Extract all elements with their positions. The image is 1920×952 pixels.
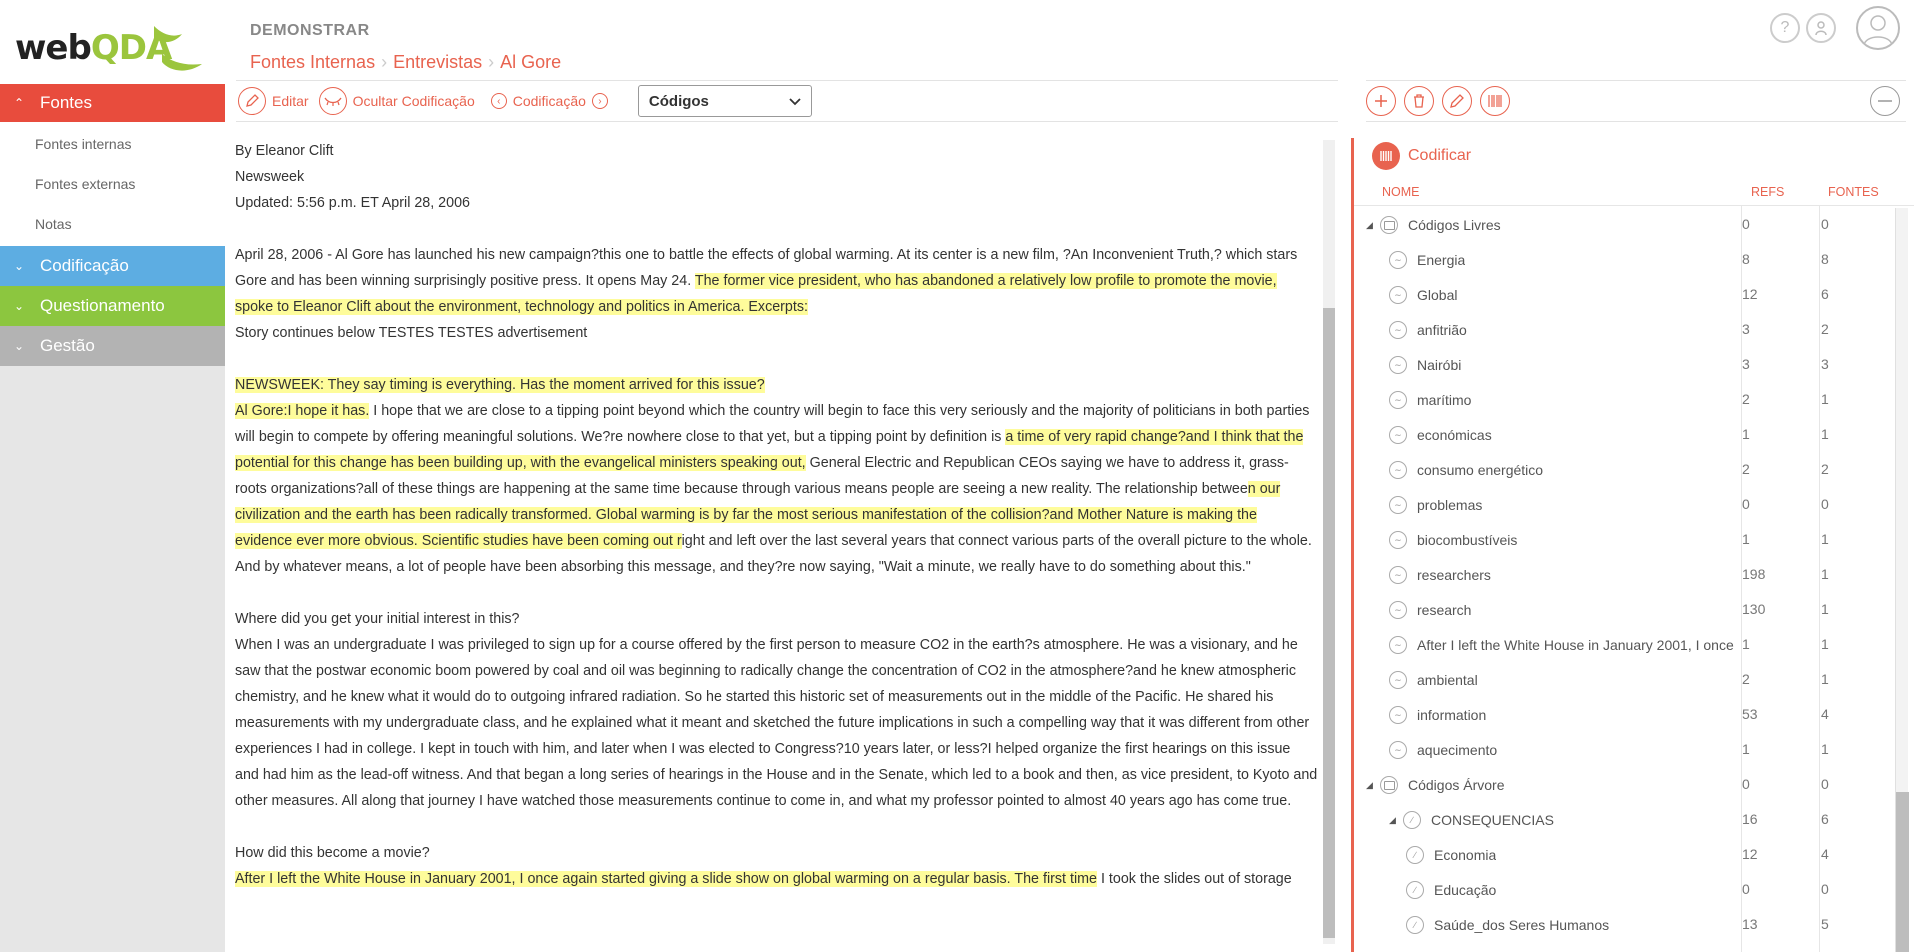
coded-segment[interactable]: NEWSWEEK: They say timing is everything. Has the moment arrived for this issue? [235, 377, 765, 393]
code-fontes: 6 [1821, 811, 1829, 827]
code-fontes: 6 [1821, 286, 1829, 302]
code-name-cell [1389, 251, 1465, 269]
free-code-icon: ∼ [1389, 636, 1407, 654]
code-row[interactable] [1354, 662, 1899, 697]
code-row[interactable] [1354, 522, 1899, 557]
code-fontes: 0 [1821, 776, 1829, 792]
fontes-submenu [0, 122, 225, 246]
code-name-cell [1389, 461, 1543, 479]
folder-icon [1380, 776, 1398, 794]
code-fontes: 1 [1821, 426, 1829, 442]
sidebar [0, 84, 225, 952]
code-row[interactable] [1354, 312, 1899, 347]
nav-fontes[interactable] [0, 84, 225, 122]
code-row[interactable] [1354, 732, 1899, 767]
doc-paragraph [235, 372, 1318, 398]
codes-scrollbar[interactable] [1895, 208, 1908, 952]
doc-paragraph: Story continues below TESTES TESTES advertisement [235, 325, 588, 341]
code-fontes: 0 [1821, 496, 1829, 512]
barcode-icon[interactable] [1480, 86, 1510, 116]
code-row[interactable] [1354, 837, 1899, 872]
code-fontes: 1 [1821, 566, 1829, 582]
code-row[interactable] [1354, 907, 1899, 942]
doc-paragraph [235, 242, 1318, 320]
code-refs: 0 [1742, 776, 1750, 792]
expand-triangle-icon[interactable]: ◢ [1389, 814, 1396, 825]
code-name: Global [1417, 287, 1458, 303]
code-name: CONSEQUENCIAS [1431, 812, 1554, 828]
code-fontes: 1 [1821, 601, 1829, 617]
free-code-icon: ∼ [1389, 461, 1407, 479]
code-name: económicas [1417, 427, 1492, 443]
coding-panel [1351, 138, 1920, 952]
code-name: After I left the White House in January 2001, I once [1417, 637, 1734, 653]
coding-nav-label: Codificação [512, 93, 586, 109]
coded-segment[interactable]: n our civilization and the earth has been radically transformed. Global warming is by far the most serious manifestation of the collision?and Mother Nature is making the evidence ever more obvious. Scientific studies have been coming out r [235, 481, 1281, 549]
code-refs: 130 [1742, 601, 1766, 617]
chevron-up-icon: ⌃ [14, 96, 25, 110]
code-name-cell [1406, 881, 1496, 899]
chevron-down-icon [789, 93, 801, 110]
code-refs: 12 [1742, 286, 1758, 302]
code-fontes: 4 [1821, 846, 1829, 862]
barcode-icon [1372, 142, 1400, 170]
hide-coding-button[interactable] [319, 87, 475, 115]
code-fontes: 1 [1821, 531, 1829, 547]
code-row[interactable] [1354, 417, 1899, 452]
code-row[interactable] [1354, 557, 1899, 592]
code-row[interactable] [1354, 452, 1899, 487]
code-name-cell [1366, 776, 1505, 794]
document-toolbar [236, 80, 1338, 122]
breadcrumb-separator-icon: › [381, 52, 388, 72]
code-refs: 13 [1742, 916, 1758, 932]
code-name: consumo energético [1417, 462, 1544, 478]
doc-updated: Updated: 5:56 p.m. ET April 28, 2006 [235, 195, 470, 211]
add-icon[interactable] [1366, 86, 1396, 116]
nav-gestao[interactable] [0, 326, 225, 366]
code-row[interactable] [1354, 697, 1899, 732]
coded-segment[interactable]: The former vice president, who has abandoned a relatively low profile to promote the movie, spoke to Eleanor Clift about the environment, technology and politics in America. Excerpts: [235, 273, 1277, 315]
column-header-fontes[interactable]: FONTES [1828, 185, 1879, 199]
code-name: researchers [1417, 567, 1491, 583]
doc-author: By Eleanor Clift [235, 143, 334, 159]
code-name-cell [1366, 216, 1501, 234]
code-refs: 2 [1742, 671, 1750, 687]
code-refs: 8 [1742, 251, 1750, 267]
code-fontes: 8 [1821, 251, 1829, 267]
code-name-cell [1389, 671, 1478, 689]
logo-qda: QDA [90, 28, 172, 68]
code-row[interactable] [1354, 802, 1899, 837]
code-name: Nairóbi [1417, 357, 1462, 373]
breadcrumb-separator-icon: › [488, 52, 495, 72]
codes-select-value: Códigos [648, 92, 709, 110]
code-name-cell [1389, 391, 1471, 409]
free-code-icon: ∼ [1389, 321, 1407, 339]
code-name-cell [1389, 636, 1734, 654]
code-row[interactable] [1354, 767, 1899, 802]
doc-text: I took the slides out of storage [1096, 871, 1292, 887]
tree-code-icon: ∕ [1406, 881, 1424, 899]
code-refs: 2 [1742, 461, 1750, 477]
codes-tree [1354, 207, 1899, 952]
doc-paragraph [235, 866, 1318, 892]
help-icon[interactable]: ? [1770, 13, 1800, 43]
code-name-cell [1389, 811, 1554, 829]
code-fontes: 2 [1821, 321, 1829, 337]
breadcrumb-entrevistas[interactable]: Entrevistas [393, 52, 483, 72]
codes-table-header [1354, 182, 1914, 206]
code-refs: 3 [1742, 356, 1750, 372]
nav-questionamento-label: Questionamento [40, 296, 165, 315]
expand-triangle-icon[interactable]: ◢ [1366, 219, 1373, 230]
codes-scrollbar-thumb[interactable] [1896, 792, 1909, 952]
code-row[interactable] [1354, 487, 1899, 522]
code-refs: 1 [1742, 741, 1750, 757]
code-row[interactable] [1354, 382, 1899, 417]
next-coding-icon[interactable]: › [592, 93, 608, 109]
code-name: Educação [1434, 882, 1497, 898]
doc-paragraph [235, 398, 1318, 580]
edit-label: Editar [272, 93, 309, 109]
code-fontes: 4 [1821, 706, 1829, 722]
coding-nav [485, 93, 614, 109]
code-row[interactable] [1354, 347, 1899, 382]
trash-icon[interactable] [1404, 86, 1434, 116]
code-fontes: 0 [1821, 881, 1829, 897]
code-name: research [1417, 602, 1472, 618]
code-name: biocombustíveis [1417, 532, 1518, 548]
tree-code-icon: ∕ [1403, 811, 1421, 829]
coding-panel-header [1372, 142, 1471, 170]
edit-button[interactable] [238, 87, 309, 115]
free-code-icon: ∼ [1389, 426, 1407, 444]
code-name-cell [1389, 706, 1486, 724]
previous-coding-icon[interactable]: ‹ [491, 93, 507, 109]
code-name-cell [1389, 601, 1471, 619]
code-refs: 1 [1742, 636, 1750, 652]
webqda-logo[interactable] [12, 14, 212, 74]
coding-toolbar [1366, 80, 1906, 122]
free-code-icon: ∼ [1389, 496, 1407, 514]
nav-gestao-label: Gestão [40, 336, 95, 355]
code-row[interactable] [1354, 242, 1899, 277]
document-scrollbar[interactable] [1323, 140, 1335, 944]
code-refs: 0 [1742, 216, 1750, 232]
code-name: aquecimento [1417, 742, 1498, 758]
support-icon[interactable] [1806, 13, 1836, 43]
doc-text: ight and left over the last several years that connect various parts of the overall picture to the whole. And by whatever means, a lot of people have been absorbing this message, and they?re now saying, "Wait a minute, we really have to do something about this." [235, 533, 1312, 575]
code-name: Códigos Árvore [1408, 777, 1505, 793]
tree-code-icon: ∕ [1406, 846, 1424, 864]
tree-code-icon: ∕ [1406, 916, 1424, 934]
sidebar-item-fontes-externas[interactable]: Fontes externas [35, 176, 136, 192]
doc-text: I hope that we are close to a tipping point beyond which the country will begin to face this very seriously and the majority of politicians in both parties will begin to compete by offering meaningful solutions. We?re nowhere close to that yet, but a tipping point by definition is [235, 403, 1310, 445]
chevron-down-icon: ⌄ [14, 259, 25, 273]
code-fontes: 3 [1821, 356, 1829, 372]
code-refs: 53 [1742, 706, 1758, 722]
eye-closed-icon [319, 87, 347, 115]
codes-select[interactable] [638, 85, 812, 117]
code-refs: 1 [1742, 531, 1750, 547]
code-row[interactable] [1354, 872, 1899, 907]
expand-triangle-icon[interactable]: ◢ [1366, 779, 1373, 790]
code-fontes: 2 [1821, 461, 1829, 477]
code-refs: 3 [1742, 321, 1750, 337]
coding-panel-title: Codificar [1408, 147, 1472, 164]
hide-coding-label: Ocultar Codificação [352, 93, 475, 109]
logo-text [15, 28, 171, 68]
nav-codificacao-label: Codificação [40, 256, 129, 275]
code-name: ambiental [1417, 672, 1478, 688]
code-name-cell [1389, 531, 1517, 549]
free-code-icon: ∼ [1389, 356, 1407, 374]
chevron-down-icon: ⌄ [14, 339, 25, 353]
logo-web: web [15, 28, 91, 68]
doc-paragraph: How did this become a movie? [235, 845, 430, 861]
code-row[interactable] [1354, 627, 1899, 662]
free-code-icon: ∼ [1389, 706, 1407, 724]
code-name-cell [1406, 846, 1496, 864]
code-row[interactable] [1354, 277, 1899, 312]
code-row[interactable] [1354, 207, 1899, 242]
code-name-cell [1389, 321, 1467, 339]
code-fontes: 1 [1821, 741, 1829, 757]
sidebar-item-notas[interactable]: Notas [35, 216, 72, 232]
code-name-cell [1389, 356, 1461, 374]
free-code-icon: ∼ [1389, 251, 1407, 269]
code-refs: 0 [1742, 881, 1750, 897]
code-refs: 2 [1742, 391, 1750, 407]
coded-segment[interactable]: Al Gore:I hope it has. [235, 403, 370, 419]
sidebar-item-fontes-internas[interactable]: Fontes internas [35, 136, 132, 152]
folder-icon [1380, 216, 1398, 234]
column-header-refs[interactable]: REFS [1751, 185, 1785, 199]
breadcrumb-fontes-internas[interactable]: Fontes Internas [250, 52, 376, 72]
code-fontes: 1 [1821, 671, 1829, 687]
free-code-icon: ∼ [1389, 286, 1407, 304]
free-code-icon: ∼ [1389, 531, 1407, 549]
free-code-icon: ∼ [1389, 601, 1407, 619]
free-code-icon: ∼ [1389, 566, 1407, 584]
code-fontes: 5 [1821, 916, 1829, 932]
free-code-icon: ∼ [1389, 671, 1407, 689]
code-row[interactable] [1354, 592, 1899, 627]
pencil-icon [238, 87, 266, 115]
coded-segment[interactable]: a time of very rapid change?and I think that the potential for this change has been building up, with the evangelical ministers speaking out, [235, 429, 1304, 471]
code-name-cell [1389, 566, 1491, 584]
code-fontes: 0 [1821, 216, 1829, 232]
doc-paragraph: When I was an undergraduate I was privileged to sign up for a course offered by the first person to measure CO2 in the earth?s atmosphere. He was a visionary, and he saw that the postwar economic boom powered by coal and oil was beginning to radically change the concentration of CO2 in the atmosphere?and he knew atmospheric chemistry, and he knew what it would do to outgoing infrared radiation. So he started this historic set of measurements out in the middle of the Pacific. He shared his measurements with my undergraduate class, and he explained what it meant and sketched the future implications in such a compelling way that it was different from other experiences I had in college. I kept in touch with him, and later when I was elected to Congress?10 years later, or less?I helped organize the first hearings on this issue and had him as the lead-off witness. And that began a long series of hearings in the House and in the Senate, which led to a book and then, as vice president, to Kyoto and other measures. All along that journey I have watched those measurements continue to come in, and what my professor pointed to almost 40 years ago has come true. [235, 637, 1318, 809]
code-name-cell [1389, 741, 1497, 759]
free-code-icon: ∼ [1389, 391, 1407, 409]
code-name-cell [1389, 286, 1457, 304]
breadcrumb-al-gore[interactable]: Al Gore [500, 52, 562, 72]
document-scrollbar-thumb[interactable] [1323, 308, 1335, 938]
nav-fontes-label: Fontes [40, 93, 92, 112]
code-name: marítimo [1417, 392, 1472, 408]
code-name: information [1417, 707, 1487, 723]
code-name-cell [1406, 916, 1609, 934]
doc-paragraph: Where did you get your initial interest in this? [235, 611, 520, 627]
top-icons [1770, 6, 1900, 50]
code-name-cell [1389, 496, 1482, 514]
doc-text: April 28, 2006 - Al Gore has launched his new campaign?this one to battle the effects of global warming. At its center is a new film, ?An Inconvenient Truth,? which stars Gore and has been winning surprisingly positive press. It opens May 24. [235, 247, 1298, 289]
document-content[interactable] [235, 138, 1318, 944]
code-name: Economia [1434, 847, 1497, 863]
code-fontes: 1 [1821, 391, 1829, 407]
user-avatar-icon[interactable] [1856, 6, 1900, 50]
chevron-down-icon: ⌄ [14, 299, 25, 313]
collapse-icon[interactable] [1870, 86, 1900, 116]
doc-publication: Newsweek [235, 169, 305, 185]
nav-codificacao[interactable] [0, 246, 225, 286]
code-name: anfitrião [1417, 322, 1467, 338]
project-name: DEMONSTRAR [250, 22, 370, 39]
coded-segment[interactable]: After I left the White House in January 2001, I once again started giving a slide show on global warming on a regular basis. The first time [235, 871, 1097, 887]
code-refs: 12 [1742, 846, 1758, 862]
code-name: problemas [1417, 497, 1483, 513]
code-refs: 198 [1742, 566, 1766, 582]
free-code-icon: ∼ [1389, 741, 1407, 759]
doc-text: General Electric and Republican CEOs saying we have to address it, grass-roots organizations?all of these things are happening at the same time because through various means people are seeing a new reality. The relationship betwee [235, 455, 1289, 497]
code-fontes: 1 [1821, 636, 1829, 652]
code-name-cell [1389, 426, 1492, 444]
code-name: Saúde_dos Seres Humanos [1434, 917, 1610, 933]
column-header-nome[interactable]: NOME [1382, 185, 1420, 199]
code-name: Códigos Livres [1408, 217, 1501, 233]
breadcrumb [250, 52, 561, 73]
code-refs: 1 [1742, 426, 1750, 442]
code-refs: 16 [1742, 811, 1758, 827]
code-name: Energia [1417, 252, 1466, 268]
code-refs: 0 [1742, 496, 1750, 512]
nav-questionamento[interactable] [0, 286, 225, 326]
edit-code-icon[interactable] [1442, 86, 1472, 116]
